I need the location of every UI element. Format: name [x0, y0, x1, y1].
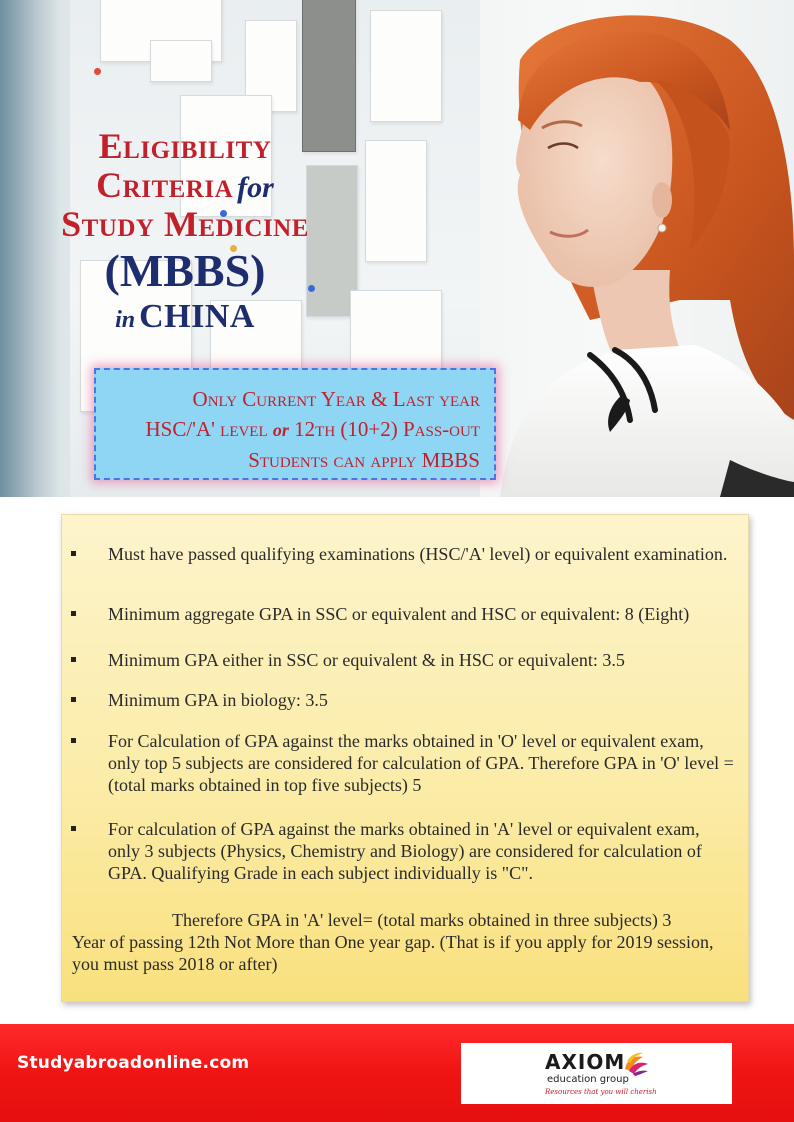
- bullet-icon: [71, 551, 76, 556]
- page-title: [20, 128, 350, 337]
- notice-line-1: Only Current Year & Last year: [192, 387, 480, 411]
- criteria-text: For Calculation of GPA against the marks obtained in 'O' level or equivalent exam, only top 5 subjects are considered for calculation of GPA. Therefore GPA in 'O' level = (total marks obtained in top five subjects) 5: [108, 731, 734, 795]
- passing-year-note: Year of passing 12th Not More than One year gap. (That is if you apply for 2019 session, you must pass 2018 or after): [72, 932, 714, 974]
- bullet-icon: [71, 611, 76, 616]
- title-mbbs: (MBBS): [104, 245, 266, 296]
- bullet-icon: [71, 826, 76, 831]
- website-link[interactable]: Studyabroadonline.com: [17, 1053, 250, 1073]
- eligibility-notice-box: [94, 368, 496, 480]
- criteria-text: Minimum aggregate GPA in SSC or equivalent and HSC or equivalent: 8 (Eight): [108, 604, 690, 624]
- notice-line-2-b: 12th (10+2) Pass-out: [294, 417, 480, 441]
- title-for: for: [237, 171, 274, 204]
- board-paper: [365, 140, 427, 262]
- axiom-logo: [461, 1043, 732, 1104]
- logo-tagline: Resources that you will cherish: [545, 1088, 657, 1096]
- title-line-study-medicine: Study Medicine: [61, 204, 309, 244]
- bullet-icon: [71, 657, 76, 662]
- board-paper: [370, 10, 442, 122]
- criteria-text: Must have passed qualifying examinations (HSC/'A' level) or equivalent examination.: [108, 544, 728, 564]
- notice-line-3: Students can apply MBBS: [248, 448, 480, 472]
- title-line-criteria: Criteria: [96, 165, 234, 205]
- gpa-a-level-formula: Therefore GPA in 'A' level= (total marks obtained in three subjects) 3: [172, 910, 672, 930]
- footer-bar: [0, 1024, 794, 1122]
- title-china: CHINA: [139, 298, 255, 335]
- hero-banner: [0, 0, 794, 497]
- board-paper: [150, 40, 212, 82]
- notice-line-2-a: HSC/'A' level: [145, 417, 268, 441]
- title-in: in: [115, 307, 136, 333]
- criteria-text: For calculation of GPA against the marks obtained in 'A' level or equivalent exam, only 3 subjects (Physics, Chemistry and Biology) are considered for calculation of GPA. Qualifying Grade in each subject individually is "C".: [108, 819, 702, 883]
- bullet-icon: [71, 738, 76, 743]
- pin-icon: [94, 68, 101, 75]
- criteria-panel: [61, 514, 749, 1002]
- logo-name: AXIOM: [545, 1050, 626, 1074]
- criteria-text: Minimum GPA either in SSC or equivalent & in HSC or equivalent: 3.5: [108, 650, 625, 670]
- title-line-eligibility: Eligibility: [98, 126, 272, 166]
- logo-subtitle: education group: [547, 1074, 629, 1085]
- bullet-icon: [71, 697, 76, 702]
- criteria-text: Minimum GPA in biology: 3.5: [108, 690, 328, 710]
- notice-or: or: [272, 420, 289, 440]
